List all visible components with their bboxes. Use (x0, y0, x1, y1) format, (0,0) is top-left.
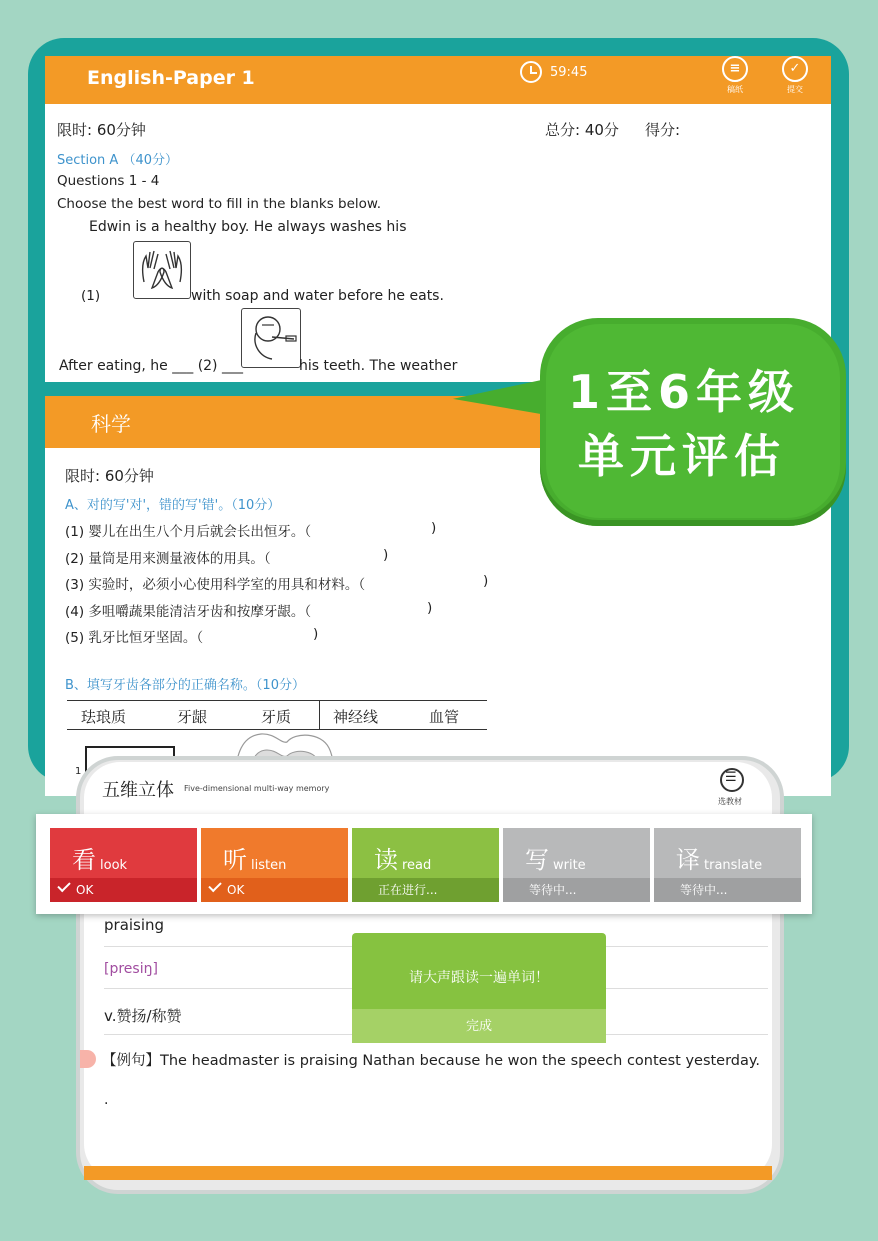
tab-english-label: read (402, 858, 432, 873)
word-bank-item: 珐琅质 (81, 708, 127, 726)
tab-translate[interactable] (654, 828, 801, 902)
tab-english-label: look (100, 858, 128, 873)
science-section-a-heading: A、对的写'对'，错的写'错'。（10分） (65, 498, 281, 513)
question-text: (3) 实验时，必须小心使用科学室的用具和材料。（ (65, 577, 366, 593)
tab-status (50, 878, 197, 902)
check-icon: ✓ (782, 56, 808, 82)
english-section-heading: Section A （40分） (57, 153, 178, 168)
tab-status-text: OK (227, 883, 245, 897)
trailing-text: . (104, 1092, 109, 1108)
countdown-timer: 59:45 (550, 65, 588, 80)
draft-icon: ≡ (722, 56, 748, 82)
answer-blank-close[interactable]: ) (313, 626, 319, 642)
vocab-word: praising (104, 916, 165, 934)
submit-label: 提交 (787, 85, 803, 94)
tab-status-text: OK (76, 883, 94, 897)
tab-status (503, 878, 650, 902)
tab-english-label: write (553, 858, 586, 873)
english-passage-line: Edwin is a healthy boy. He always washes his (89, 219, 407, 235)
select-textbook-label[interactable]: 选教材 (718, 797, 742, 806)
clock-icon (520, 61, 542, 83)
question-text: (2) 量筒是用来测量液体的用具。（ (65, 551, 271, 567)
answer-blank-close[interactable]: ) (483, 573, 489, 589)
english-passage-line: After eating, he ___ (2) ___ (59, 358, 243, 374)
vocab-meaning: v.赞扬/称赞 (104, 1007, 182, 1025)
tab-char: 看 (72, 846, 96, 874)
tab-listen[interactable] (201, 828, 348, 902)
washing-hands-picture (133, 241, 191, 299)
english-paper-title: English-Paper 1 (87, 67, 255, 89)
tab-char: 听 (223, 846, 247, 874)
english-paper-header (45, 56, 831, 104)
dialog-message: 请大声跟读一遍单词！ (409, 970, 549, 986)
tab-status-text: 正在进行... (378, 883, 438, 897)
bubble-grade-text: 1至6年级 (568, 365, 801, 419)
draft-label: 稿纸 (727, 85, 743, 94)
question-text: (1) 婴儿在出生八个月后就会长出恒牙。（ (65, 524, 312, 540)
english-total-score: 总分: 40分 (545, 121, 619, 139)
tab-char: 写 (525, 846, 549, 874)
tab-status-text: 等待中... (529, 883, 577, 897)
tab-write[interactable] (503, 828, 650, 902)
submit-button[interactable] (775, 56, 815, 95)
true-false-question (65, 626, 319, 646)
english-passage-line: with soap and water before he eats. (191, 288, 444, 304)
science-paper-title: 科学 (91, 412, 131, 436)
true-false-question (65, 600, 433, 620)
question-text: (5) 乳牙比恒牙坚固。（ (65, 630, 204, 646)
bottom-bar (84, 1166, 772, 1180)
answer-blank-close[interactable]: ) (431, 520, 437, 536)
answer-blank-close[interactable]: ) (383, 547, 389, 563)
word-bank-item: 神经线 (333, 708, 379, 726)
tab-char: 译 (676, 846, 700, 874)
bubble-assessment-text: 单元评估 (578, 429, 786, 483)
tooth-label-number: 1 (75, 766, 82, 777)
word-bank-item: 血管 (429, 708, 460, 726)
tab-read[interactable] (352, 828, 499, 902)
tab-status (654, 878, 801, 902)
question-text: (4) 多咀嚼蔬果能清洁牙齿和按摩牙龈。（ (65, 604, 312, 620)
brushing-teeth-picture (241, 308, 301, 368)
draft-button[interactable] (715, 56, 755, 95)
english-question-range: Questions 1 - 4 (57, 173, 160, 189)
science-section-b-heading: B、填写牙齿各部分的正确名称。（10分） (65, 678, 305, 693)
app-title: 五维立体 (102, 780, 174, 801)
tab-status-text: 等待中... (680, 883, 728, 897)
science-time-limit: 限时: 60分钟 (65, 467, 154, 485)
english-instruction: Choose the best word to fill in the blanks below. (57, 196, 381, 212)
true-false-question (65, 547, 389, 567)
word-bank-item: 牙质 (261, 708, 292, 726)
english-time-limit: 限时: 60分钟 (57, 121, 146, 139)
textbook-menu-icon[interactable] (720, 768, 744, 792)
vocab-phonetic: [presiŋ] (104, 961, 158, 977)
english-passage-line: his teeth. The weather (299, 358, 458, 374)
answer-blank-close[interactable]: ) (427, 600, 433, 616)
check-icon (57, 879, 70, 892)
done-button[interactable]: 完成 (352, 1009, 606, 1043)
check-icon (208, 879, 221, 892)
table-divider (319, 701, 320, 729)
read-aloud-dialog (352, 933, 606, 1043)
tab-status (201, 878, 348, 902)
tab-english-label: listen (251, 858, 287, 873)
blank-1-label: (1) (81, 288, 101, 304)
true-false-question (65, 573, 489, 593)
side-tab-marker (80, 1050, 96, 1068)
tab-english-label: translate (704, 858, 763, 873)
app-subtitle: Five-dimensional multi-way memory (184, 784, 330, 793)
true-false-question (65, 520, 437, 540)
memory-mode-tabs (36, 814, 812, 914)
tab-char: 读 (374, 846, 398, 874)
tab-look[interactable] (50, 828, 197, 902)
tab-status (352, 878, 499, 902)
english-score: 得分: (645, 121, 681, 139)
tooth-parts-word-bank (67, 700, 487, 730)
word-bank-item: 牙龈 (177, 708, 208, 726)
example-sentence: 【例句】The headmaster is praising Nathan because he won the speech contest yesterday. (102, 1053, 761, 1069)
